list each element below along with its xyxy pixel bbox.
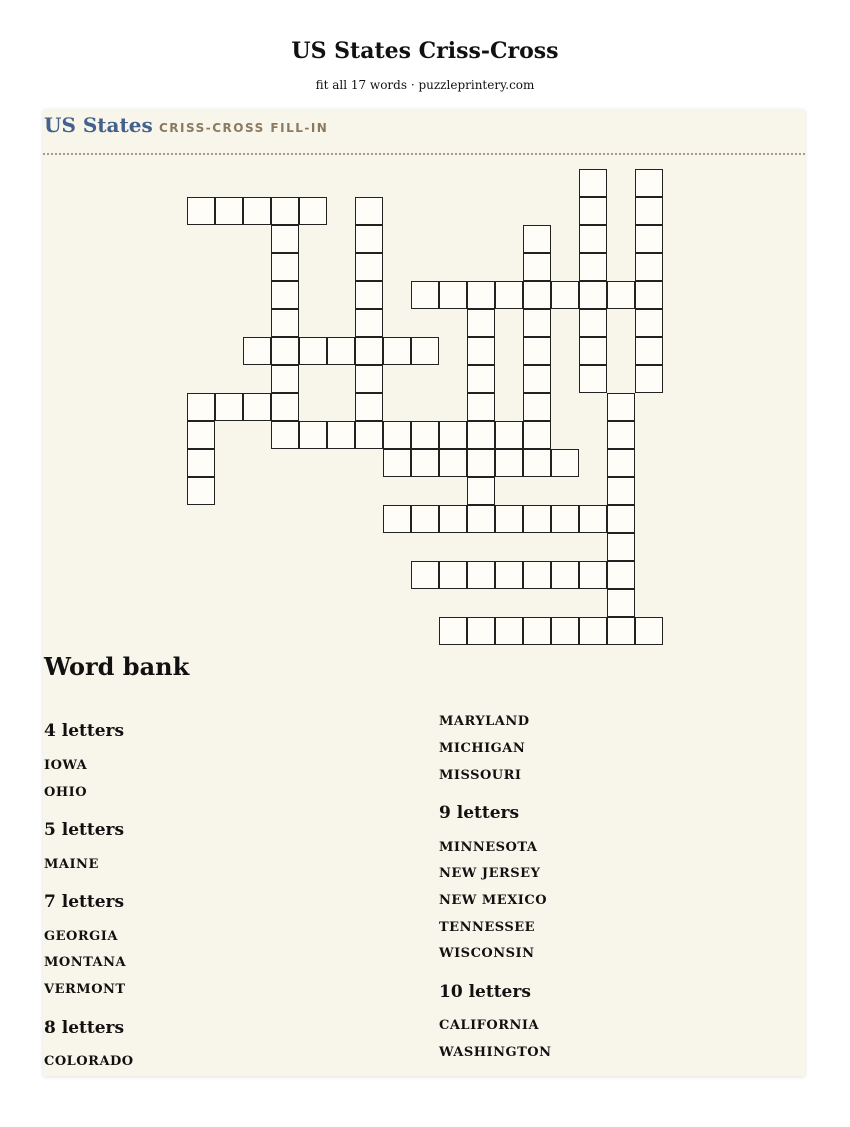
grid-cell[interactable] xyxy=(495,561,523,589)
puzzle-card xyxy=(43,109,805,1076)
group-heading: 5 letters xyxy=(44,820,125,840)
grid-cell[interactable] xyxy=(187,197,215,225)
grid-cell[interactable] xyxy=(187,393,215,421)
grid-cell[interactable] xyxy=(467,617,495,645)
grid-cell[interactable] xyxy=(355,421,383,449)
grid-cell[interactable] xyxy=(467,449,495,477)
page-subtitle: fit all 17 words · puzzleprintery.com xyxy=(315,78,535,92)
word-item: GEORGIA xyxy=(44,929,118,944)
grid-cell[interactable] xyxy=(187,477,215,505)
grid-cell[interactable] xyxy=(551,617,579,645)
grid-cell[interactable] xyxy=(327,337,355,365)
grid-cell[interactable] xyxy=(607,533,635,561)
word-item: MINNESOTA xyxy=(439,840,538,855)
grid-cell[interactable] xyxy=(579,169,607,197)
grid-cell[interactable] xyxy=(523,421,551,449)
grid-cell[interactable] xyxy=(635,365,663,393)
grid-cell[interactable] xyxy=(383,449,411,477)
grid-cell[interactable] xyxy=(299,421,327,449)
grid-cell[interactable] xyxy=(355,197,383,225)
grid-cell[interactable] xyxy=(523,561,551,589)
grid-cell[interactable] xyxy=(383,505,411,533)
grid-cell[interactable] xyxy=(271,393,299,421)
group-heading: 10 letters xyxy=(439,982,531,1002)
grid-cell[interactable] xyxy=(355,337,383,365)
grid-cell[interactable] xyxy=(271,337,299,365)
grid-cell[interactable] xyxy=(467,309,495,337)
grid-cell[interactable] xyxy=(607,421,635,449)
grid-cell[interactable] xyxy=(579,225,607,253)
grid-cell[interactable] xyxy=(579,253,607,281)
word-item: MICHIGAN xyxy=(439,741,526,756)
grid-cell[interactable] xyxy=(243,393,271,421)
grid-cell[interactable] xyxy=(271,225,299,253)
grid-cell[interactable] xyxy=(439,421,467,449)
grid-cell[interactable] xyxy=(271,197,299,225)
grid-cell[interactable] xyxy=(635,225,663,253)
word-item: MAINE xyxy=(44,857,99,872)
grid-cell[interactable] xyxy=(523,225,551,253)
grid-cell[interactable] xyxy=(299,197,327,225)
grid-cell[interactable] xyxy=(635,197,663,225)
group-heading: 9 letters xyxy=(439,803,520,823)
grid-cell[interactable] xyxy=(467,337,495,365)
word-item: MONTANA xyxy=(44,955,127,970)
grid-cell[interactable] xyxy=(579,505,607,533)
grid-cell[interactable] xyxy=(551,561,579,589)
grid-cell[interactable] xyxy=(635,253,663,281)
grid-cell[interactable] xyxy=(243,337,271,365)
word-item: TENNESSEE xyxy=(439,920,536,935)
grid-cell[interactable] xyxy=(467,477,495,505)
grid-cell[interactable] xyxy=(579,337,607,365)
grid-cell[interactable] xyxy=(607,561,635,589)
word-item: WASHINGTON xyxy=(439,1045,552,1060)
grid-cell[interactable] xyxy=(579,197,607,225)
grid-cell[interactable] xyxy=(551,281,579,309)
grid-cell[interactable] xyxy=(215,197,243,225)
word-item: IOWA xyxy=(44,758,88,773)
grid-cell[interactable] xyxy=(579,309,607,337)
grid-cell[interactable] xyxy=(523,309,551,337)
grid-cell[interactable] xyxy=(523,337,551,365)
grid-cell[interactable] xyxy=(495,505,523,533)
grid-cell[interactable] xyxy=(635,309,663,337)
grid-cell[interactable] xyxy=(579,365,607,393)
grid-cell[interactable] xyxy=(607,393,635,421)
word-item: NEW JERSEY xyxy=(439,866,541,881)
word-item: VERMONT xyxy=(44,982,126,997)
word-item: MARYLAND xyxy=(439,714,530,729)
grid-cell[interactable] xyxy=(187,449,215,477)
grid-cell[interactable] xyxy=(411,281,439,309)
grid-cell[interactable] xyxy=(607,281,635,309)
grid-cell[interactable] xyxy=(411,561,439,589)
grid-cell[interactable] xyxy=(579,617,607,645)
grid-cell[interactable] xyxy=(383,421,411,449)
grid-cell[interactable] xyxy=(299,337,327,365)
word-item: MISSOURI xyxy=(439,768,522,783)
grid-cell[interactable] xyxy=(635,337,663,365)
grid-cell[interactable] xyxy=(635,281,663,309)
grid-cell[interactable] xyxy=(271,421,299,449)
grid-cell[interactable] xyxy=(495,281,523,309)
grid-cell[interactable] xyxy=(495,617,523,645)
group-heading: 7 letters xyxy=(44,892,125,912)
group-heading: 8 letters xyxy=(44,1018,125,1038)
grid-cell[interactable] xyxy=(523,281,551,309)
grid-cell[interactable] xyxy=(271,253,299,281)
grid-cell[interactable] xyxy=(523,365,551,393)
grid-cell[interactable] xyxy=(271,365,299,393)
grid-cell[interactable] xyxy=(439,561,467,589)
grid-cell[interactable] xyxy=(579,561,607,589)
grid-cell[interactable] xyxy=(187,421,215,449)
page-title: US States Criss-Cross xyxy=(291,38,559,64)
grid-cell[interactable] xyxy=(607,449,635,477)
word-item: OHIO xyxy=(44,785,88,800)
grid-cell[interactable] xyxy=(467,505,495,533)
grid-cell[interactable] xyxy=(607,617,635,645)
crossword-grid xyxy=(43,109,805,669)
word-item: CALIFORNIA xyxy=(439,1018,540,1033)
grid-cell[interactable] xyxy=(607,505,635,533)
word-item: COLORADO xyxy=(44,1054,134,1069)
word-item: WISCONSIN xyxy=(439,946,535,961)
grid-cell[interactable] xyxy=(607,477,635,505)
grid-cell[interactable] xyxy=(411,449,439,477)
grid-cell[interactable] xyxy=(355,281,383,309)
grid-cell[interactable] xyxy=(271,281,299,309)
grid-cell[interactable] xyxy=(635,617,663,645)
card-tag: CRISS-CROSS FILL-IN xyxy=(159,121,329,135)
grid-cell[interactable] xyxy=(495,421,523,449)
grid-cell[interactable] xyxy=(355,393,383,421)
grid-cell[interactable] xyxy=(551,505,579,533)
grid-cell[interactable] xyxy=(355,309,383,337)
grid-cell[interactable] xyxy=(439,281,467,309)
grid-cell[interactable] xyxy=(467,421,495,449)
grid-cell[interactable] xyxy=(327,421,355,449)
grid-cell[interactable] xyxy=(467,281,495,309)
grid-cell[interactable] xyxy=(607,589,635,617)
grid-cell[interactable] xyxy=(355,365,383,393)
word-item: NEW MEXICO xyxy=(439,893,548,908)
group-heading: 4 letters xyxy=(44,721,125,741)
grid-cell[interactable] xyxy=(523,253,551,281)
grid-cell[interactable] xyxy=(467,561,495,589)
grid-cell[interactable] xyxy=(579,281,607,309)
grid-cell[interactable] xyxy=(215,393,243,421)
grid-cell[interactable] xyxy=(523,393,551,421)
grid-cell[interactable] xyxy=(411,337,439,365)
grid-cell[interactable] xyxy=(467,393,495,421)
grid-cell[interactable] xyxy=(411,505,439,533)
grid-cell[interactable] xyxy=(467,365,495,393)
grid-cell[interactable] xyxy=(551,449,579,477)
grid-cell[interactable] xyxy=(523,449,551,477)
word-bank-title: Word bank xyxy=(44,652,190,681)
card-title: US States xyxy=(44,113,153,137)
grid-cell[interactable] xyxy=(355,225,383,253)
grid-cell[interactable] xyxy=(635,169,663,197)
grid-cell[interactable] xyxy=(383,337,411,365)
grid-cell[interactable] xyxy=(243,197,271,225)
grid-cell[interactable] xyxy=(439,505,467,533)
grid-cell[interactable] xyxy=(495,449,523,477)
grid-cell[interactable] xyxy=(271,309,299,337)
grid-cell[interactable] xyxy=(523,617,551,645)
grid-cell[interactable] xyxy=(439,617,467,645)
grid-cell[interactable] xyxy=(355,253,383,281)
grid-cell[interactable] xyxy=(411,421,439,449)
grid-cell[interactable] xyxy=(439,449,467,477)
grid-cell[interactable] xyxy=(523,505,551,533)
